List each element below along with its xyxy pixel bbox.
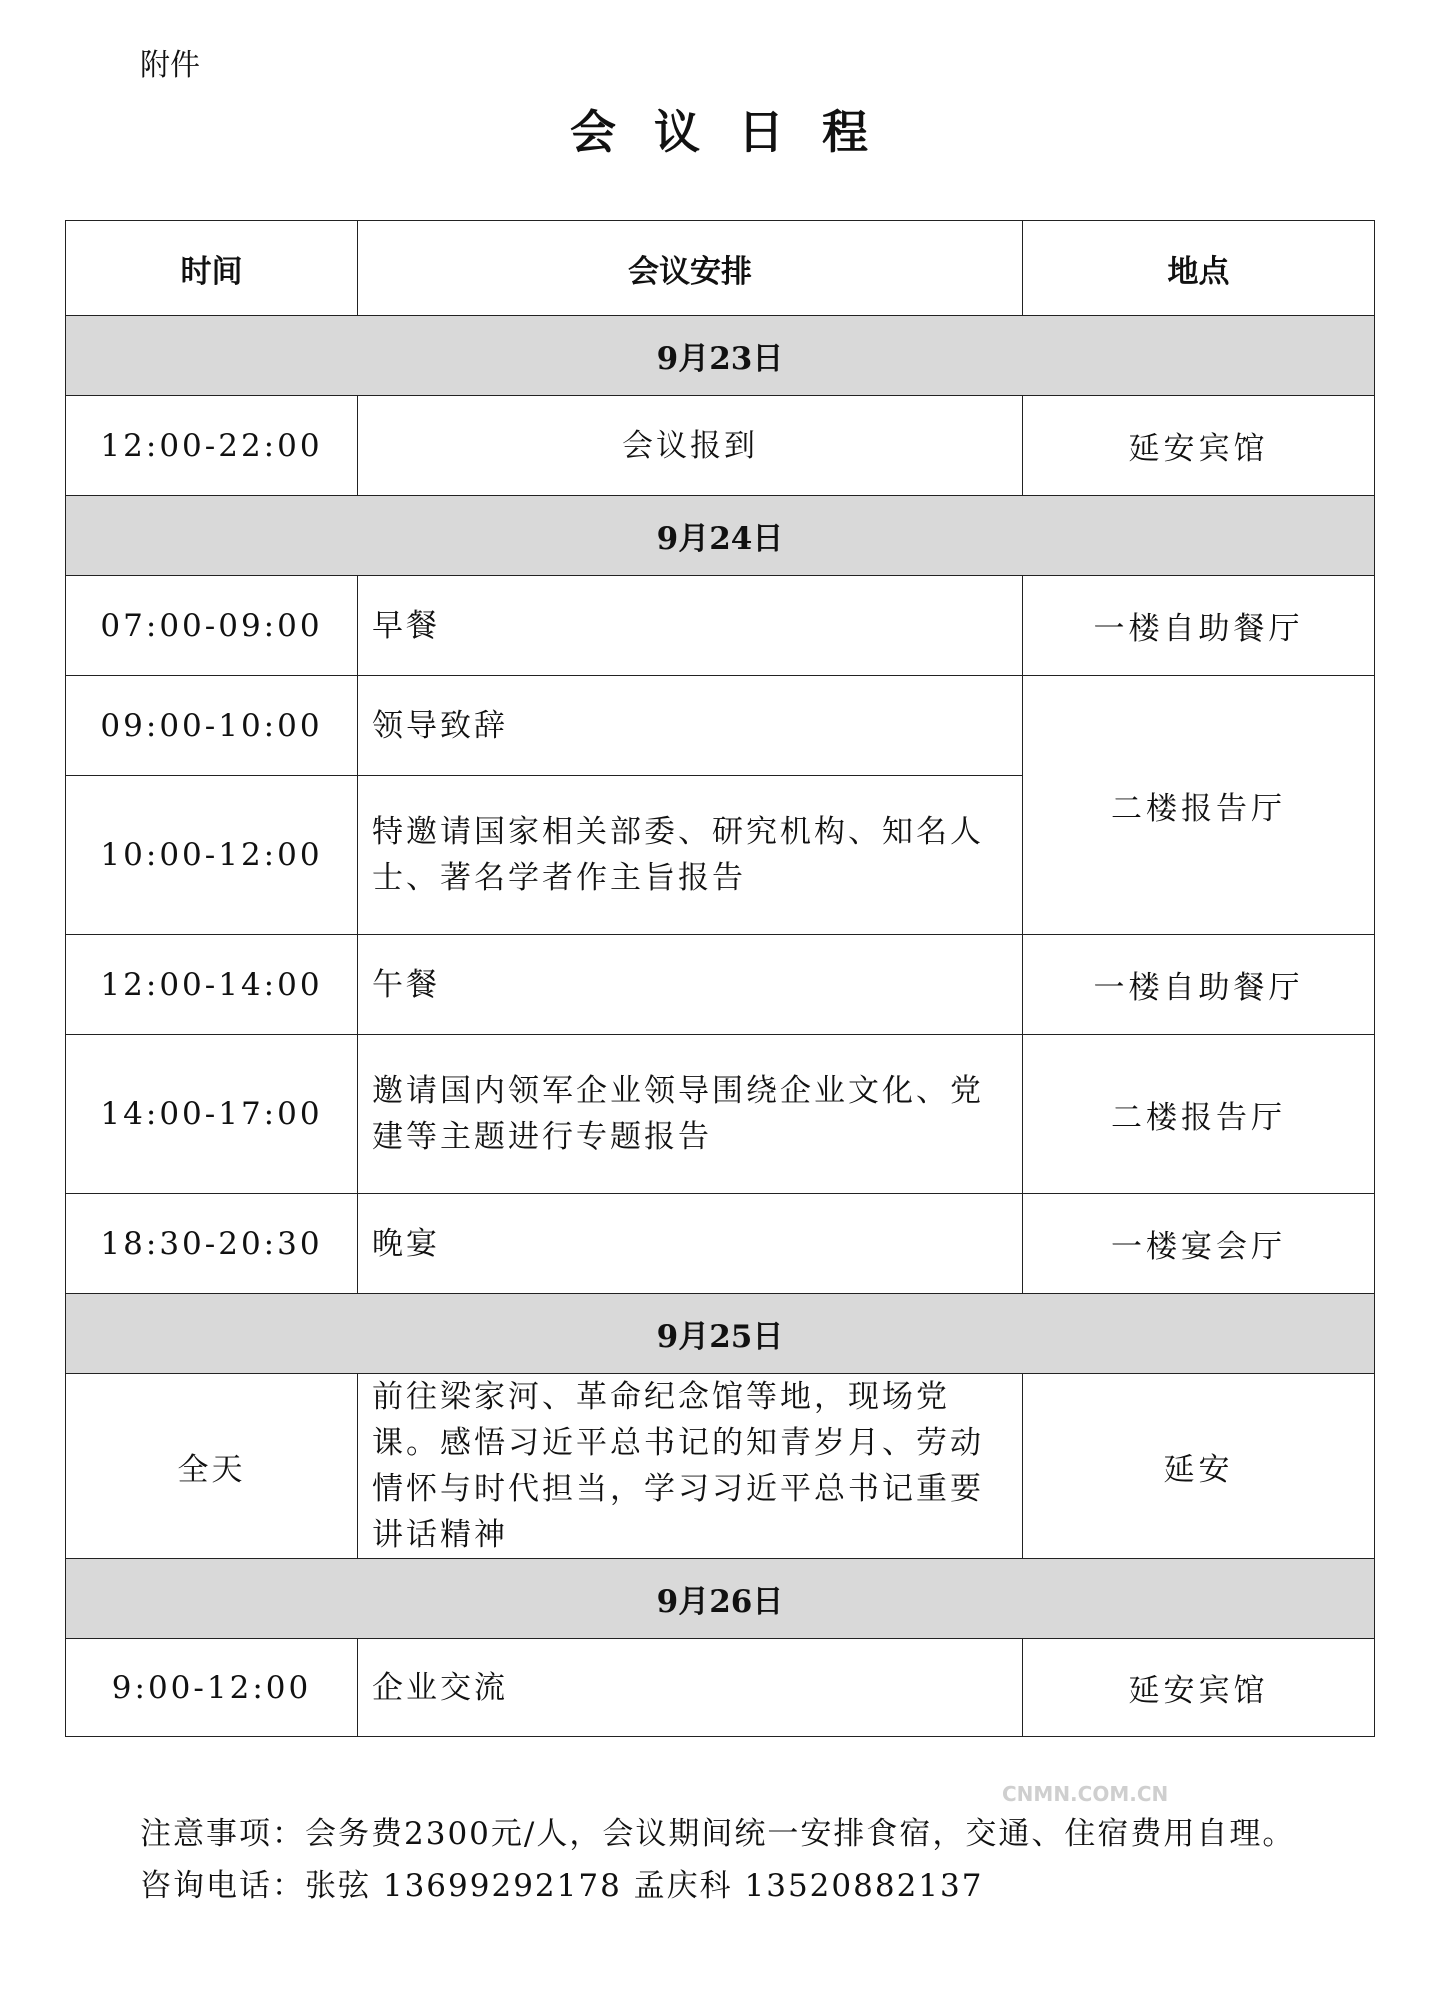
activity-cell: 早餐 [358, 576, 1023, 676]
column-header-time: 时间 [66, 221, 358, 316]
time-cell: 全天 [66, 1374, 358, 1559]
table-row [66, 576, 1375, 676]
date-cell: 9月24日 [66, 496, 1375, 576]
time-cell: 18:30-20:30 [66, 1194, 358, 1294]
time-cell: 14:00-17:00 [66, 1035, 358, 1194]
date-cell: 9月26日 [66, 1559, 1375, 1639]
activity-cell: 邀请国内领军企业领导围绕企业文化、党建等主题进行专题报告 [358, 1035, 1023, 1194]
location-cell: 延安宾馆 [1023, 1639, 1375, 1737]
fee-note: 注意事项：会务费2300元/人，会议期间统一安排食宿，交通、住宿费用自理。 [140, 1816, 1296, 1852]
page-title: 会议日程 [570, 105, 906, 159]
watermark: CNMN.COM.CN [1002, 1782, 1169, 1806]
location-cell: 一楼自助餐厅 [1023, 935, 1375, 1035]
date-row [66, 316, 1375, 396]
time-cell: 09:00-10:00 [66, 676, 358, 776]
location-cell: 一楼宴会厅 [1023, 1194, 1375, 1294]
time-cell: 9:00-12:00 [66, 1639, 358, 1737]
activity-cell: 会议报到 [358, 396, 1023, 496]
schedule-table [65, 220, 1375, 1737]
contact-note: 咨询电话：张弦 13699292178 孟庆科 13520882137 [140, 1868, 984, 1904]
activity-cell: 特邀请国家相关部委、研究机构、知名人士、著名学者作主旨报告 [358, 776, 1023, 935]
activity-cell: 企业交流 [358, 1639, 1023, 1737]
table-row [66, 1374, 1375, 1559]
date-row [66, 1559, 1375, 1639]
date-cell: 9月23日 [66, 316, 1375, 396]
date-cell: 9月25日 [66, 1294, 1375, 1374]
location-cell: 二楼报告厅 [1023, 676, 1375, 935]
location-cell: 延安宾馆 [1023, 396, 1375, 496]
activity-cell: 前往梁家河、革命纪念馆等地，现场党课。感悟习近平总书记的知青岁月、劳动情怀与时代担当，学习习近平总书记重要讲话精神 [358, 1374, 1023, 1559]
date-row [66, 1294, 1375, 1374]
date-row [66, 496, 1375, 576]
table-row [66, 1194, 1375, 1294]
attachment-label: 附件 [140, 48, 200, 83]
notes-section [140, 1808, 1295, 1912]
table-row [66, 676, 1375, 776]
location-cell: 延安 [1023, 1374, 1375, 1559]
table-row [66, 1639, 1375, 1737]
time-cell: 12:00-22:00 [66, 396, 358, 496]
time-cell: 07:00-09:00 [66, 576, 358, 676]
location-cell: 一楼自助餐厅 [1023, 576, 1375, 676]
column-header-location: 地点 [1023, 221, 1375, 316]
table-header-row [66, 221, 1375, 316]
activity-cell: 领导致辞 [358, 676, 1023, 776]
time-cell: 10:00-12:00 [66, 776, 358, 935]
time-cell: 12:00-14:00 [66, 935, 358, 1035]
activity-cell: 午餐 [358, 935, 1023, 1035]
table-row [66, 396, 1375, 496]
location-cell: 二楼报告厅 [1023, 1035, 1375, 1194]
table-row [66, 1035, 1375, 1194]
activity-cell: 晚宴 [358, 1194, 1023, 1294]
column-header-activity: 会议安排 [358, 221, 1023, 316]
table-row [66, 935, 1375, 1035]
